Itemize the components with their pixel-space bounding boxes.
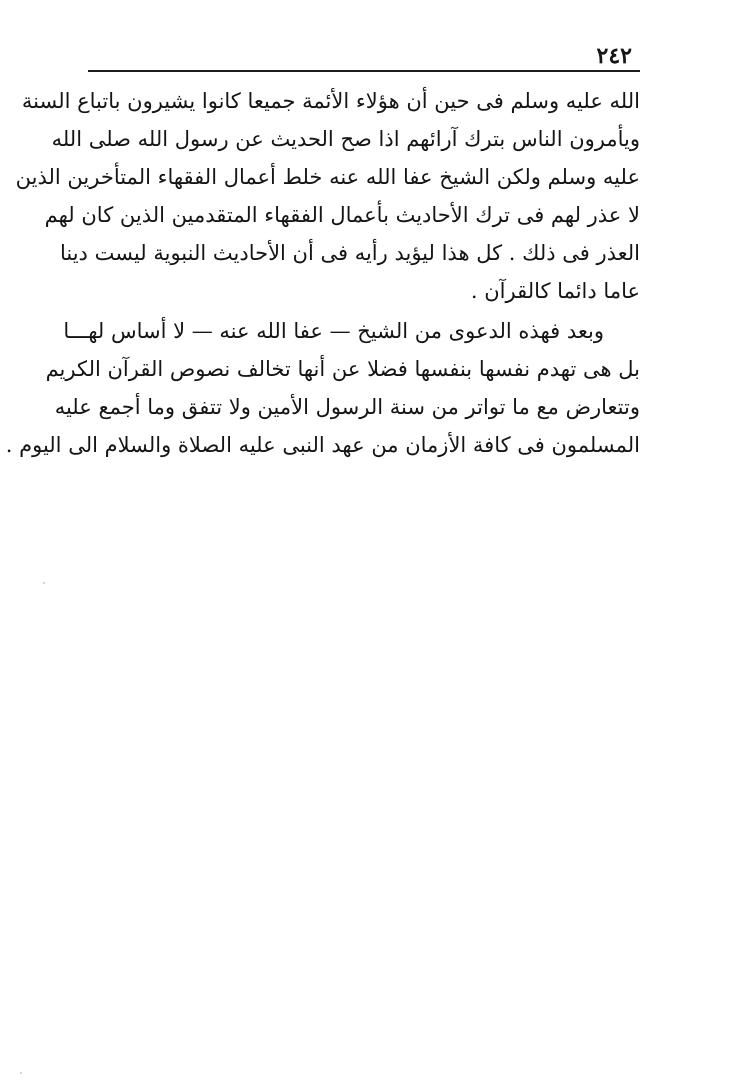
paragraph-2 bbox=[5, 312, 640, 464]
text-line: وتتعارض مع ما تواتر من سنة الرسول الأمين ولا تتفق وما أجمع عليه bbox=[54, 395, 640, 419]
text-line: ويأمرون الناس بترك آرائهم اذا صح الحديث عن رسول الله صلى الله bbox=[51, 127, 640, 151]
scan-speck bbox=[43, 582, 45, 584]
text-line: عليه وسلم ولكن الشيخ عفا الله عنه خلط أعمال الفقهاء المتأخرين الذين bbox=[15, 165, 640, 189]
text-line: بل هى تهدم نفسها بنفسها فضلا عن أنها تخالف نصوص القرآن الكريم bbox=[45, 357, 640, 381]
text-line: عاما دائما كالقرآن . bbox=[470, 279, 640, 303]
text-line: العذر فى ذلك . كل هذا ليؤيد رأيه فى أن الأحاديث النبوية ليست دينا bbox=[59, 241, 640, 265]
text-line: وبعد فهذه الدعوى من الشيخ — عفا الله عنه — لا أساس لهـــا bbox=[63, 319, 604, 343]
scan-speck bbox=[20, 1072, 22, 1074]
page-number: ٢٤٢ bbox=[596, 43, 632, 69]
text-line: لا عذر لهم فى ترك الأحاديث بأعمال الفقهاء المتقدمين الذين كان لهم bbox=[44, 203, 640, 227]
header-rule bbox=[88, 70, 640, 72]
text-line: المسلمون فى كافة الأزمان من عهد النبى عليه الصلاة والسلام الى اليوم . bbox=[5, 433, 640, 457]
text-line: الله عليه وسلم فى حين أن هؤلاء الأئمة جميعا كانوا يشيرون باتباع السنة bbox=[21, 89, 640, 113]
paragraph-1 bbox=[15, 82, 640, 310]
